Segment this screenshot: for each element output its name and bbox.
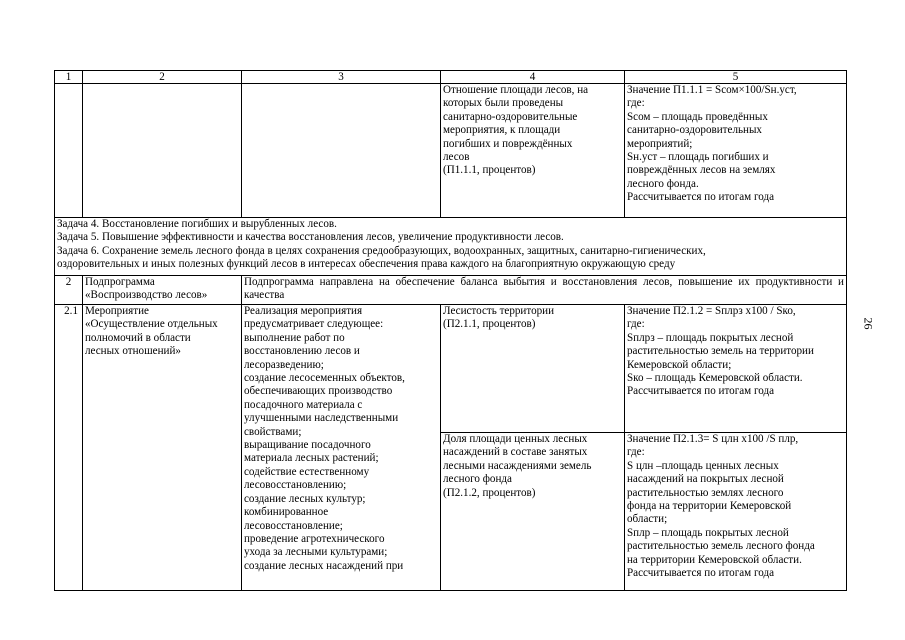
indicator-cell: Отношение площади лесов, на которых были проведены санитарно-оздоровительные мероприятия, к площади погибших и повреждённых лесов (П1.1.1, процентов) — [441, 84, 625, 218]
value-formula-cell: Значение П2.1.2 = Sплрз х100 / Sко, где: Sплрз – площадь покрытых лесной растительностью земель на территории Кемеровской области; Sко – площадь Кемеровской области. Рассчитывается по итогам года — [625, 305, 847, 433]
col-header-2: 2 — [83, 71, 242, 84]
task-line: оздоровительных и иных полезных функций лесов в интересах обеспечения права каждого на благоприятную окружающую среду — [57, 258, 676, 271]
continued-indicator-row — [55, 84, 847, 218]
indicator-cell: Доля площади ценных лесных насаждений в составе занятых лесными насаждениями земель лесного фонда (П2.1.2, процентов) — [441, 433, 625, 591]
col-header-4: 4 — [441, 71, 625, 84]
subprogram-description: Подпрограмма направлена на обеспечение баланса выбытия и восстановления лесов, повышение их продуктивности и качества — [242, 276, 847, 305]
value-formula-cell: Значение П1.1.1 = Sсом×100/Sн.уст, где: Sсом – площадь проведённых санитарно-оздоровительных мероприятий; Sн.уст – площадь погибших и повреждённых лесов на землях лесного фонда. Рассчитывается по итогам года — [625, 84, 847, 218]
subprogram-row — [55, 276, 847, 305]
task-line: Задача 6. Сохранение земель лесного фонда в целях сохранения средообразующих, водоохранных, защитных, санитарно-гигиенических, — [57, 244, 706, 257]
subprogram-name: Подпрограмма «Воспроизводство лесов» — [83, 276, 242, 305]
col-header-3: 3 — [242, 71, 441, 84]
value-formula-cell: Значение П2.1.3= S цлн х100 /S плр, где: S цлн –площадь ценных лесных насаждений на покрытых лесной растительностью землях лесного фонда на территории Кемеровской области; Sплр – площадь покрытых лесной растительностью земель лесного фонда на территории Кемеровской области. Рассчитывается по итогам года — [625, 433, 847, 591]
empty-cell — [55, 84, 83, 218]
col-header-5: 5 — [625, 71, 847, 84]
page-number: 26 — [861, 317, 876, 330]
col-header-1: 1 — [55, 71, 83, 84]
program-table — [54, 70, 847, 591]
empty-cell — [242, 84, 441, 218]
measure-name: Мероприятие «Осуществление отдельных полномочий в области лесных отношений» — [83, 305, 242, 591]
tasks-cell — [55, 218, 847, 276]
measure-content: Реализация мероприятия предусматривает следующее: выполнение работ по восстановлению лесов и лесоразведению; создание лесосеменных объектов, обеспечивающих производство посадочного материала с улучшенными наследственными свойствами; выращивание посадочного материала лесных растений; содействие естественному лесовосстановлению; создание лесных культур; комбинированное лесовосстановление; проведение агротехнического ухода за лесными культурами; создание лесных насаждений при — [242, 305, 441, 591]
task-line: Задача 5. Повышение эффективности и качества восстановления лесов, увеличение продуктивности лесов. — [57, 231, 564, 244]
indicator-cell: Лесистость территории (П2.1.1, процентов) — [441, 305, 625, 433]
column-number-row — [55, 71, 847, 84]
empty-cell — [83, 84, 242, 218]
subprogram-number: 2 — [55, 276, 83, 305]
measure-number: 2.1 — [55, 305, 83, 591]
tasks-row — [55, 218, 847, 276]
measure-row-a — [55, 305, 847, 433]
task-line: Задача 4. Восстановление погибших и вырубленных лесов. — [57, 218, 337, 230]
